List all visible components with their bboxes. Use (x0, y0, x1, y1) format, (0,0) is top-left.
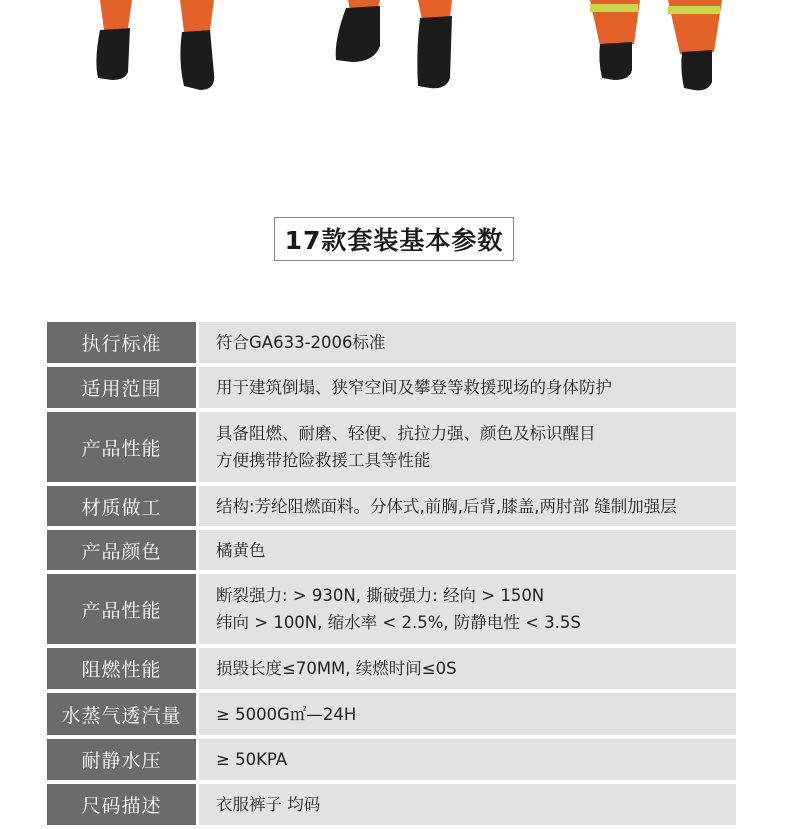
product-photo-strip (0, 0, 790, 110)
spec-row (47, 739, 736, 780)
spec-table (47, 322, 736, 829)
spec-value (196, 322, 736, 363)
suit-figure-1 (96, 0, 214, 90)
spec-label: 阻燃性能 (47, 648, 196, 689)
spec-label: 产品性能 (47, 574, 196, 644)
spec-value-line: 用于建筑倒塌、狭窄空间及攀登等救援现场的身体防护 (216, 378, 612, 397)
spec-value-line: 橘黄色 (216, 540, 266, 560)
spec-value-line: 具备阻燃、耐磨、轻便、抗拉力强、颜色及标识醒目 (216, 424, 596, 443)
spec-value-line: 断裂强力: > 930N, 撕破强力: 经向 > 150N (216, 586, 545, 605)
spec-label: 产品颜色 (47, 530, 196, 570)
spec-value-line: 方便携带抢险救援工具等性能 (216, 451, 431, 470)
spec-value-line: 衣服裤子 均码 (216, 795, 321, 814)
spec-row (47, 784, 736, 825)
spec-row (47, 412, 736, 482)
spec-label: 执行标准 (47, 322, 196, 363)
spec-value-line: ≥ 50KPA (216, 750, 288, 769)
spec-label: 材质做工 (47, 486, 196, 526)
spec-value-line: 损毁长度≤70MM, 续燃时间≤0S (216, 659, 457, 678)
suit-figure-3 (590, 0, 722, 90)
spec-label: 耐静水压 (47, 739, 196, 780)
spec-value (196, 367, 736, 408)
spec-label: 适用范围 (47, 367, 196, 408)
spec-value-line: 纬向 > 100N, 缩水率 < 2.5%, 防静电性 < 3.5S (216, 613, 581, 632)
spec-row (47, 693, 736, 735)
section-title: 17款套装基本参数 (274, 217, 514, 261)
spec-value-line: ≥ 5000G㎡—24H (216, 704, 357, 724)
suit-figure-2 (336, 0, 452, 88)
spec-label: 尺码描述 (47, 784, 196, 825)
spec-value (196, 574, 736, 644)
spec-value (196, 739, 736, 780)
spec-row (47, 367, 736, 408)
spec-value-line: 符合GA633-2006标准 (216, 333, 386, 352)
spec-label: 水蒸气透汽量 (47, 693, 196, 735)
spec-value (196, 648, 736, 689)
spec-row (47, 574, 736, 644)
spec-value (196, 784, 736, 825)
spec-value (196, 693, 736, 735)
spec-row (47, 322, 736, 363)
spec-value (196, 486, 736, 526)
spec-value-line: 结构:芳纶阻燃面料。分体式,前胸,后背,膝盖,两肘部 缝制加强层 (216, 496, 677, 516)
spec-value (196, 530, 736, 570)
spec-value (196, 412, 736, 482)
spec-row (47, 648, 736, 689)
spec-label: 产品性能 (47, 412, 196, 482)
spec-row (47, 486, 736, 526)
spec-row (47, 530, 736, 570)
